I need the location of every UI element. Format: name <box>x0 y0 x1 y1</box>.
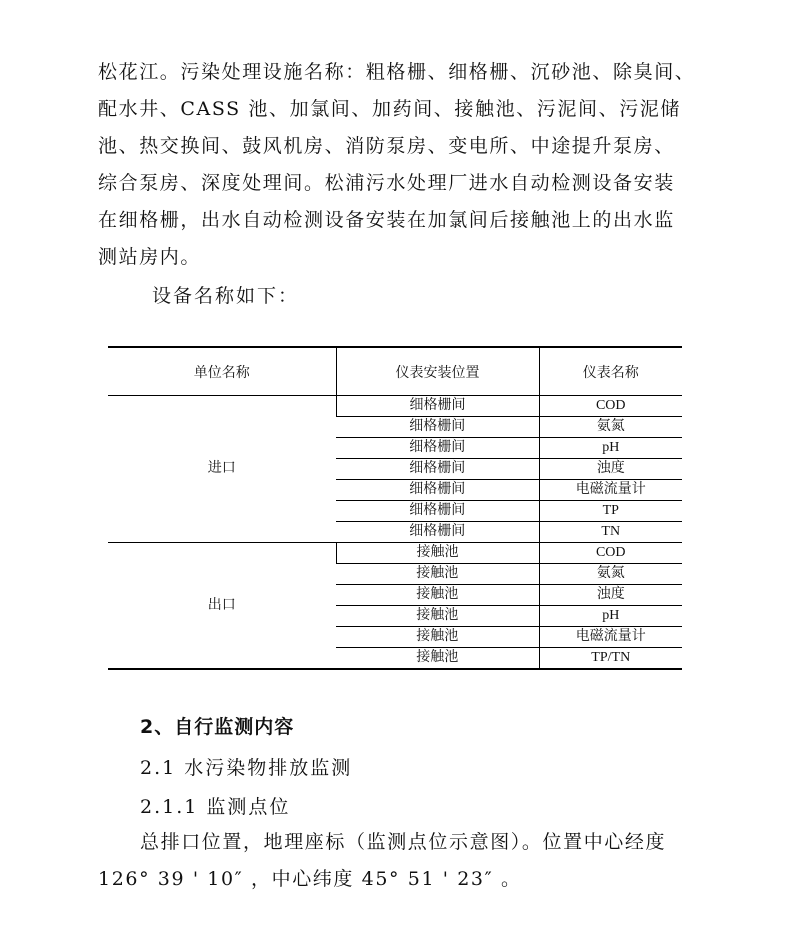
section-heading: 2、自行监测内容 <box>140 716 295 738</box>
table-row <box>108 543 682 564</box>
location-cell: 接触池 <box>336 585 539 606</box>
location-cell: 细格栅间 <box>336 396 539 417</box>
location-cell: 细格栅间 <box>336 459 539 480</box>
coordinate-line-2: 126° 39 ' 10″ ，中心纬度 45° 51 ' 23″ 。 <box>98 868 522 890</box>
unit-cell-inlet: 进口 <box>108 396 336 543</box>
instrument-cell: pH <box>539 438 682 459</box>
instrument-cell: TP/TN <box>539 648 682 670</box>
instrument-cell: 氨氮 <box>539 564 682 585</box>
intro-line: 在细格栅，出水自动检测设备安装在加氯间后接触池上的出水监 <box>98 209 675 231</box>
coordinate-paragraph <box>98 824 698 898</box>
instrument-cell: pH <box>539 606 682 627</box>
header-instrument-name: 仪表名称 <box>539 347 682 396</box>
location-cell: 细格栅间 <box>336 522 539 543</box>
instrument-cell: 浊度 <box>539 459 682 480</box>
table-row <box>108 396 682 417</box>
coordinate-line-1: 总排口位置，地理座标（监测点位示意图）。位置中心经度 <box>140 831 667 853</box>
instrument-cell: TN <box>539 522 682 543</box>
instrument-cell: 电磁流量计 <box>539 480 682 501</box>
instrument-cell: 氨氮 <box>539 417 682 438</box>
subsection-heading-water: 2.1 水污染物排放监测 <box>140 757 353 779</box>
table-header-row <box>108 347 682 396</box>
intro-line: 松花江。污染处理设施名称：粗格栅、细格栅、沉砂池、除臭间、 <box>98 61 696 83</box>
instrument-cell: COD <box>539 543 682 564</box>
instrument-cell: COD <box>539 396 682 417</box>
subsection-heading-points: 2.1.1 监测点位 <box>140 796 291 818</box>
intro-line: 综合泵房、深度处理间。松浦污水处理厂进水自动检测设备安装 <box>98 172 675 194</box>
intro-line: 测站房内。 <box>98 246 202 268</box>
header-unit-name: 单位名称 <box>108 347 336 396</box>
instrument-cell: 电磁流量计 <box>539 627 682 648</box>
location-cell: 细格栅间 <box>336 480 539 501</box>
instrument-cell: 浊度 <box>539 585 682 606</box>
location-cell: 接触池 <box>336 543 539 564</box>
intro-line: 池、热交换间、鼓风机房、消防泵房、变电所、中途提升泵房、 <box>98 135 675 157</box>
location-cell: 细格栅间 <box>336 417 539 438</box>
unit-cell-outlet: 出口 <box>108 543 336 670</box>
intro-line: 配水井、CASS 池、加氯间、加药间、接触池、污泥间、污泥储 <box>98 98 681 120</box>
location-cell: 接触池 <box>336 648 539 670</box>
location-cell: 细格栅间 <box>336 501 539 522</box>
location-cell: 接触池 <box>336 564 539 585</box>
header-install-location: 仪表安装位置 <box>336 347 539 396</box>
table-lead-text: 设备名称如下： <box>152 285 300 307</box>
location-cell: 接触池 <box>336 606 539 627</box>
location-cell: 细格栅间 <box>336 438 539 459</box>
location-cell: 接触池 <box>336 627 539 648</box>
intro-paragraph <box>98 54 698 276</box>
instrument-cell: TP <box>539 501 682 522</box>
equipment-table <box>108 346 682 670</box>
